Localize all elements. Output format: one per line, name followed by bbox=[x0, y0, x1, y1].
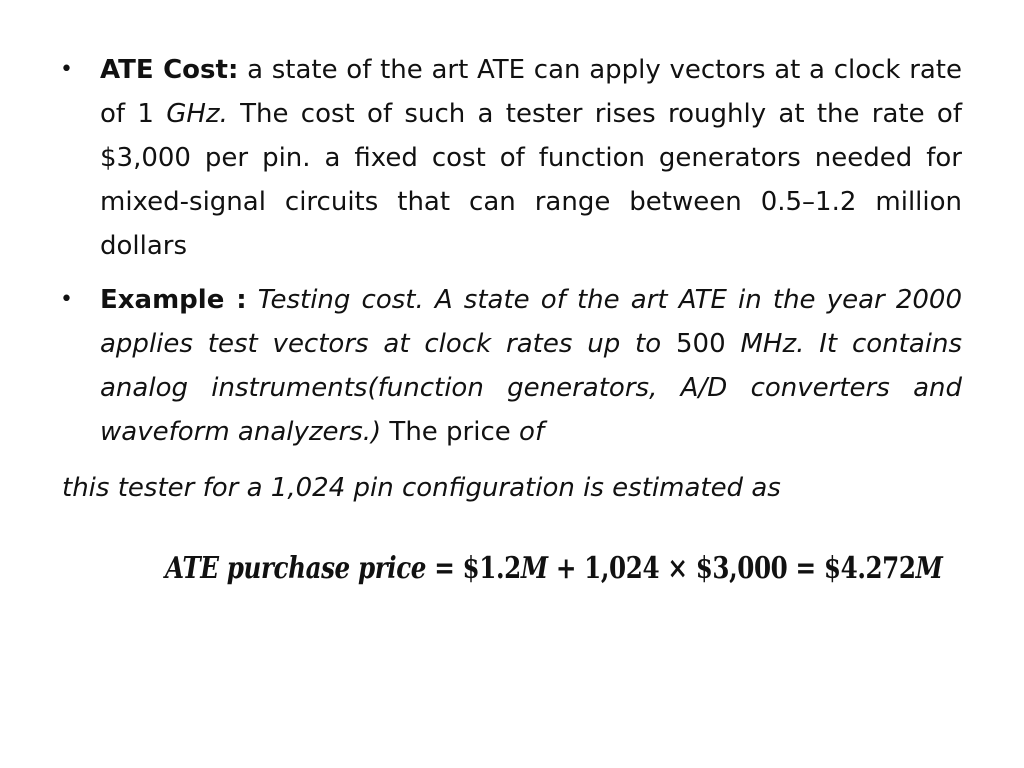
formula-per-pin: $3,000 bbox=[695, 551, 788, 586]
formula-unit: M bbox=[520, 551, 548, 586]
bullet-text: The price bbox=[381, 417, 511, 447]
bullet-italic-text: MHz. It contains analog instruments(function generators, A/D converters and waveform analyzers.) bbox=[100, 329, 962, 447]
price-formula bbox=[165, 545, 943, 593]
formula-unit: M bbox=[915, 551, 943, 586]
bullet-dot-icon: • bbox=[60, 57, 73, 82]
formula-equals: = bbox=[426, 551, 463, 586]
formula-label: ATE purchase price bbox=[165, 551, 427, 586]
continuation-line: this tester for a 1,024 pin configuration is estimated as bbox=[62, 473, 781, 503]
bullet-text: The cost of such a tester rises roughly at the rate of $3,000 per pin. a fixed cost of function generators needed for mixed-signal circuits that can range between 0.5–1.2 million dollars bbox=[100, 99, 962, 261]
bullet-text: a state of the art ATE can apply vectors at a clock rate of 1 bbox=[100, 55, 963, 129]
bullet-italic-text: Testing cost. A state of the art ATE in the year 2000 applies test vectors at clock rates up to bbox=[100, 285, 962, 359]
formula-plus: + bbox=[547, 551, 585, 586]
formula-total: $4.272 bbox=[823, 551, 916, 586]
bullet-lead: Example : bbox=[100, 285, 247, 315]
formula-fixed-cost: $1.2 bbox=[462, 551, 521, 586]
bullet-italic-text: of bbox=[510, 417, 545, 447]
bullet-lead: ATE Cost: bbox=[100, 55, 239, 85]
formula-equals: = bbox=[787, 551, 824, 586]
bullet-dot-icon: • bbox=[60, 287, 73, 312]
formula-pins: 1,024 bbox=[584, 551, 660, 586]
bullet-list bbox=[60, 48, 963, 464]
bullet-example bbox=[60, 278, 962, 454]
bullet-text: 500 bbox=[676, 329, 726, 359]
formula-times: × bbox=[659, 551, 696, 586]
bullet-ate-cost bbox=[60, 48, 963, 268]
bullet-italic-text: GHz. bbox=[166, 99, 228, 129]
